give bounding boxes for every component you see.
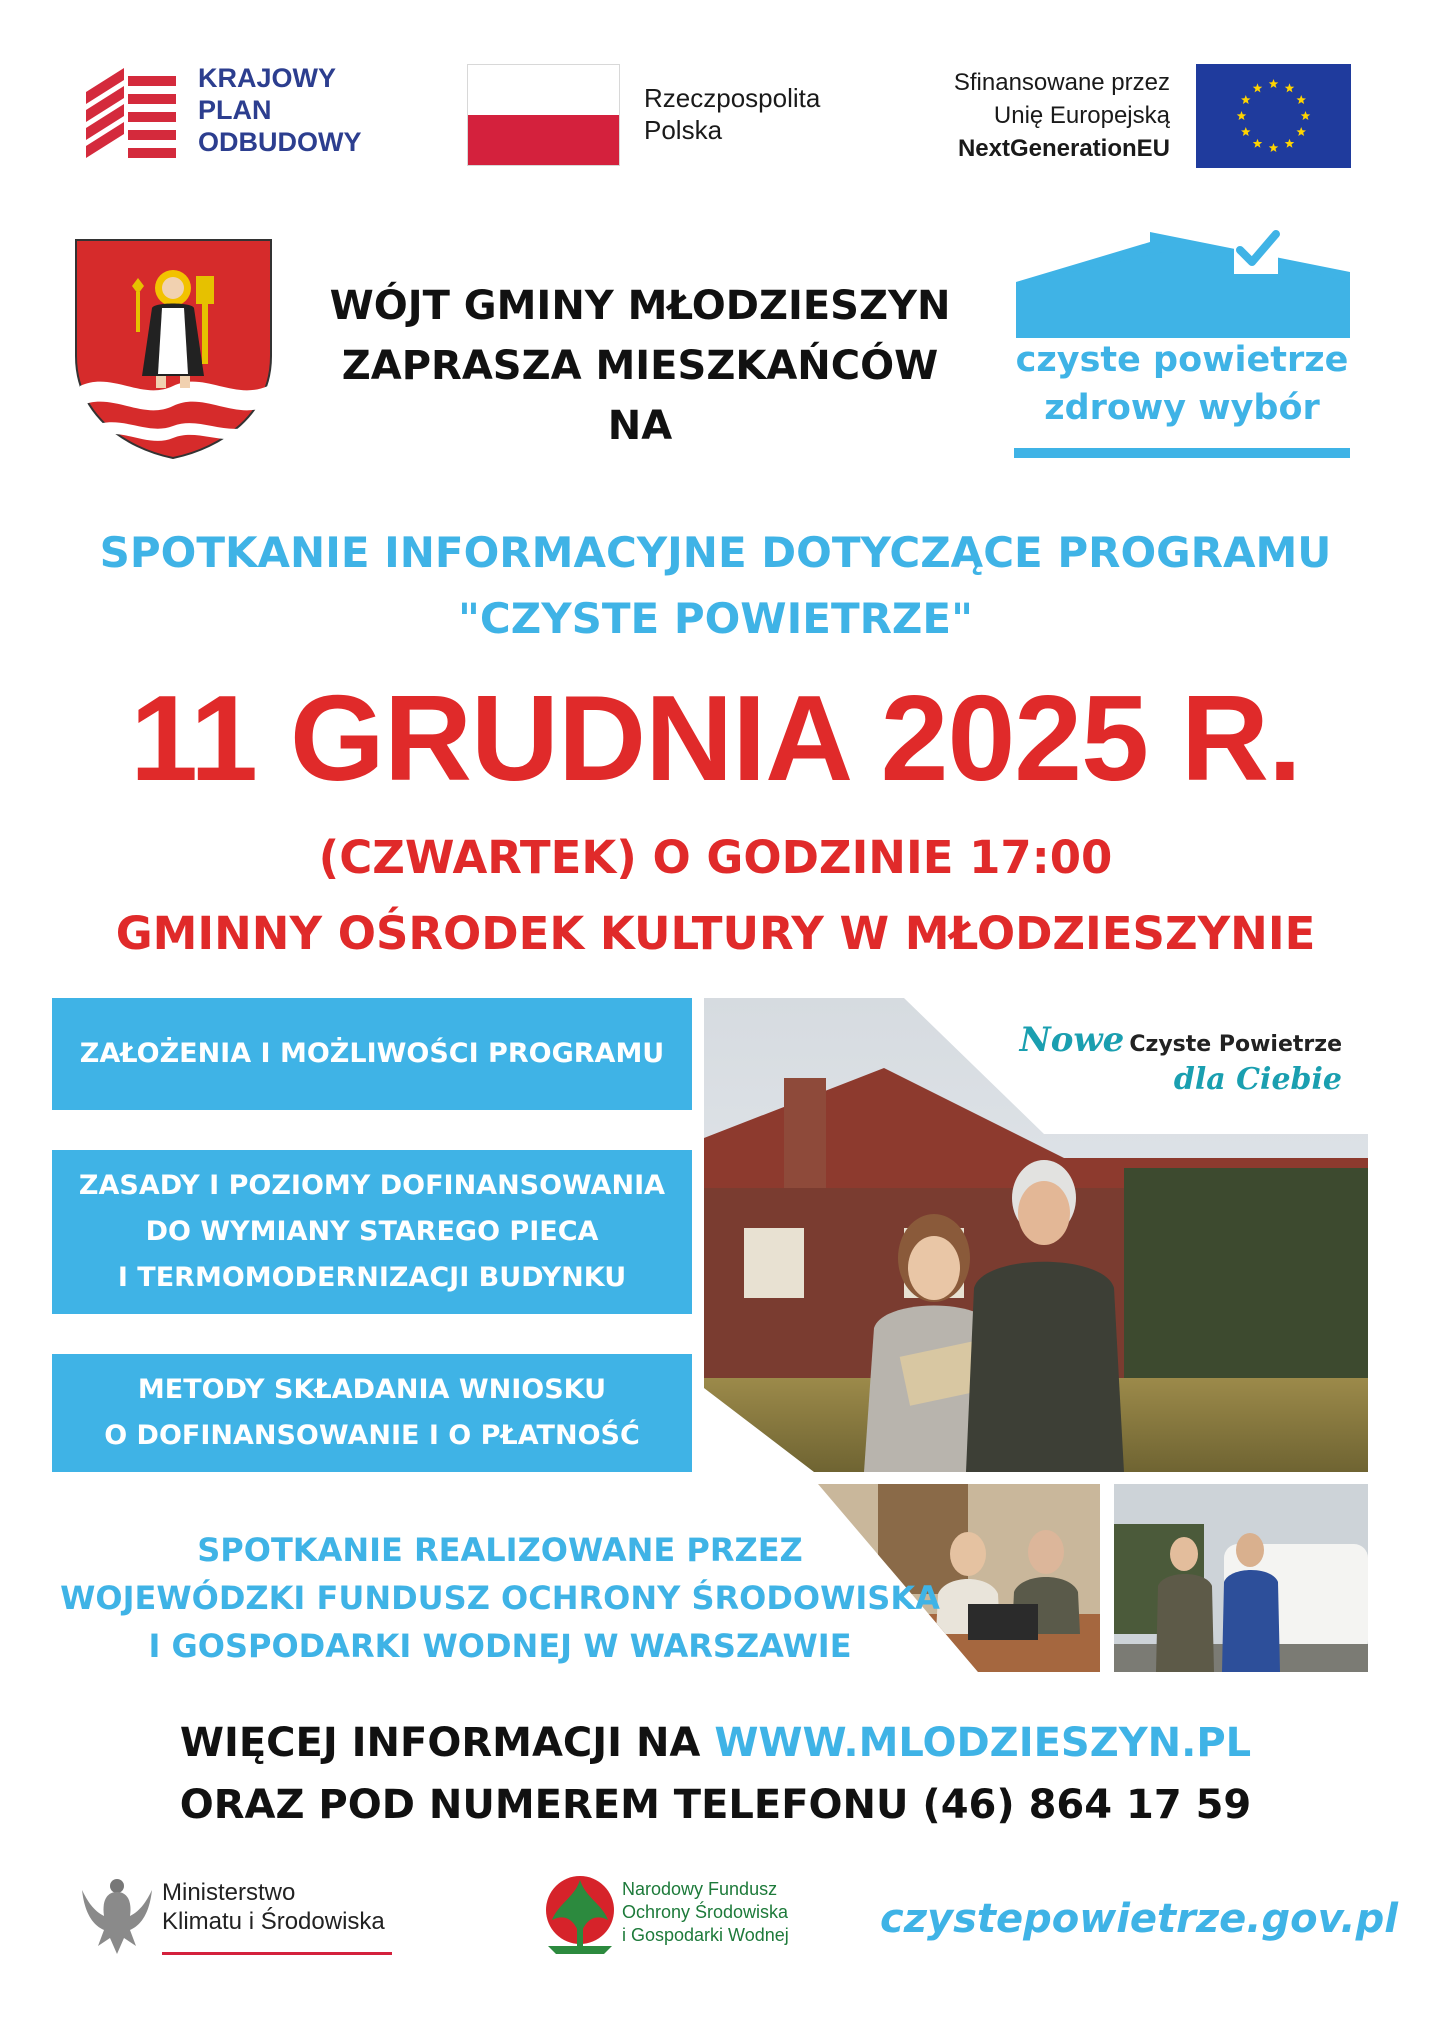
caption-word: Czyste Powietrze: [1129, 1032, 1342, 1057]
program-website-link[interactable]: czystepowietrze.gov.pl: [880, 1896, 1398, 1942]
organizer-line: WOJEWÓDZKI FUNDUSZ OCHRONY ŚRODOWISKA: [60, 1579, 940, 1617]
nfos-line: i Gospodarki Wodnej: [622, 1925, 789, 1945]
meeting-time: (CZWARTEK) O GODZINIE 17:00: [318, 831, 1113, 884]
eu-line: Sfinansowane przez: [953, 69, 1170, 96]
meeting-title-line: "CZYSTE POWIETRZE": [458, 594, 973, 643]
rp-line: Rzeczpospolita: [644, 83, 821, 113]
invitation-line: ZAPRASZA MIESZKAŃCÓW: [341, 343, 939, 389]
topic-line: ZAŁOŻENIA I MOŻLIWOŚCI PROGRAMU: [79, 1038, 665, 1069]
house-check-icon: [1014, 228, 1350, 338]
topic-line: METODY SKŁADANIA WNIOSKU: [137, 1374, 607, 1405]
eu-line: Unię Europejską: [993, 102, 1170, 129]
topic-line: O DOFINANSOWANIE I O PŁATNOŚĆ: [104, 1420, 640, 1451]
rp-line: Polska: [644, 115, 723, 145]
invitation-line: WÓJT GMINY MŁODZIESZYN: [329, 283, 951, 329]
kpo-line: KRAJOWY: [198, 63, 337, 93]
organizer-line: SPOTKANIE REALIZOWANE PRZEZ: [197, 1531, 803, 1569]
meeting-title-line: SPOTKANIE INFORMACYJNE DOTYCZĄCE PROGRAMU: [99, 528, 1332, 577]
kpo-logo-text: [198, 62, 362, 158]
ministry-line: Ministerstwo: [162, 1879, 296, 1906]
meeting-time-place: [40, 820, 1391, 972]
eu-line: NextGenerationEU: [957, 135, 1170, 162]
topic-line: DO WYMIANY STAREGO PIECA: [145, 1216, 599, 1247]
nfos-logo-icon: [544, 1874, 616, 1958]
caption-word: Nowe: [1019, 1020, 1125, 1060]
topic-box: [52, 998, 692, 1110]
kpo-logo-icon: [80, 62, 182, 168]
ministry-underline: [162, 1950, 392, 1955]
phone-line: ORAZ POD NUMEREM TELEFONU (46) 864 17 59: [179, 1782, 1252, 1828]
website-link[interactable]: WWW.MLODZIESZYN.PL: [714, 1720, 1252, 1766]
meeting-place: GMINNY OŚRODEK KULTURY W MŁODZIESZYNIE: [115, 907, 1316, 960]
handshake-photo: [1114, 1484, 1368, 1672]
contact-prefix: WIĘCEJ INFORMACJI NA: [179, 1720, 715, 1766]
caption-word: dla Ciebie: [1173, 1062, 1342, 1097]
rp-logo-text: [644, 82, 820, 146]
eu-funding-text: [880, 66, 1170, 165]
kpo-line: PLAN: [198, 95, 272, 125]
invitation-line: NA: [607, 403, 673, 449]
polish-eagle-icon: [80, 1876, 154, 1956]
meeting-date: 11 GRUDNIA 2025 R.: [130, 670, 1301, 806]
ministry-text: [162, 1878, 385, 1936]
program-logo-underline: [1014, 448, 1350, 458]
nfos-text: [622, 1878, 789, 1947]
photo-caption: [1012, 1020, 1342, 1097]
program-logo-line: zdrowy wybór: [1044, 388, 1320, 428]
topic-box: [52, 1354, 692, 1472]
ministry-line: Klimatu i Środowiska: [162, 1908, 385, 1935]
polish-flag-icon: [467, 64, 620, 166]
coat-of-arms-icon: [72, 236, 275, 460]
topic-line: I TERMOMODERNIZACJI BUDYNKU: [117, 1262, 627, 1293]
nfos-line: Ochrony Środowiska: [622, 1902, 789, 1922]
eu-flag-icon: [1196, 64, 1351, 168]
topic-box: [52, 1150, 692, 1314]
meeting-title: [40, 520, 1391, 652]
nfos-line: Narodowy Fundusz: [622, 1879, 778, 1899]
program-logo-line: czyste powietrze: [1015, 340, 1349, 380]
organizer-text: [40, 1526, 960, 1670]
topic-line: ZASADY I POZIOMY DOFINANSOWANIA: [78, 1170, 666, 1201]
czyste-powietrze-logo: [1014, 228, 1350, 460]
kpo-line: ODBUDOWY: [198, 127, 362, 157]
invitation-text: [300, 276, 980, 456]
organizer-line: I GOSPODARKI WODNEJ W WARSZAWIE: [148, 1627, 852, 1665]
contact-info: [40, 1712, 1391, 1836]
